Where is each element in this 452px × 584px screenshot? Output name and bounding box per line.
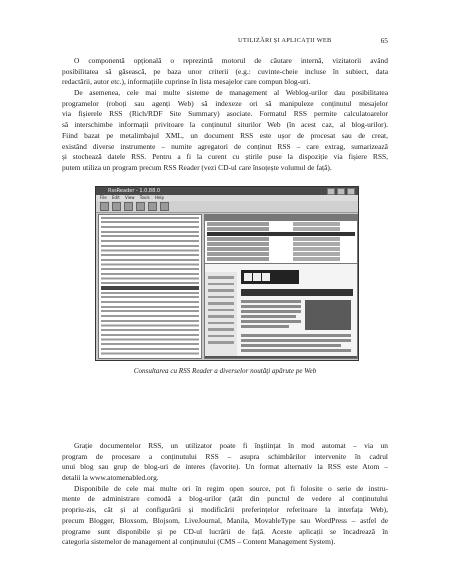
text-line: programe sunt disponibile și pe CD-ul lucrării de față. Aceste aplicații se încadrează în	[62, 526, 388, 536]
toolbar-icon	[148, 202, 157, 211]
menu-view: View	[125, 195, 135, 200]
text-line: programelor (roboți sau agenți Web) să indexeze ori să manipuleze conținutul mesajelor	[62, 98, 388, 108]
web-preview	[205, 263, 357, 359]
window-titlebar	[96, 187, 358, 195]
feed-tree-pane	[98, 214, 202, 359]
menu-file: File	[100, 195, 107, 200]
toolbar-icon	[112, 202, 121, 211]
text-line: De asemenea, cele mai multe sisteme de management al Weblog-urilor dau posibilitatea	[74, 88, 388, 98]
text-line: propriu-zis, cât și al configurării și modificării preferințelor referitoare la interfața Web),	[62, 505, 388, 515]
running-title: UTILIZĂRI ȘI APLICAȚII WEB	[238, 37, 332, 44]
text-line: Disponibile de cele mai multe ori în regim open source, pot fi folosite o serie de instru-	[74, 483, 388, 493]
window-title: RssReader - 1.0.88.0	[108, 188, 161, 194]
text-line: unui blog sau grup de blog-uri de interes (favorite). Un format alternativ la RSS este Atom –	[62, 462, 388, 472]
running-header	[62, 37, 388, 49]
text-line: Grație documentelor RSS, un utilizator poate fi înștiințat în mod automat – via un	[74, 441, 388, 450]
text-line: mente de administrare comodă a blog-urilor (atât din punctul de vedere al conținutului	[62, 494, 388, 504]
text-line: program de procesare a conținutului RSS – asupra schimbărilor intervenite în cadrul	[62, 451, 388, 461]
toolbar-icon	[100, 202, 109, 211]
text-line: precum Blogger, Bloxsom, Blojsom, LiveJournal, Manila, MovableType sau WordPress – astfel de	[62, 515, 388, 525]
menu-edit: Edit	[111, 195, 120, 200]
news-tab-strip	[205, 215, 357, 221]
text-line: redactării, autor etc.), informațiile cuprinse în lista mesajelor care compun blog-uri.	[62, 77, 311, 87]
text-line: existând diverse instrumente – numite agregatori de conținut RSS – care extrag, sumarizează	[62, 141, 388, 151]
site-logo	[241, 270, 299, 284]
text-line: via fișierele RSS (Rich/RDF Site Summary) asociate. Formatul RSS permite calculatoarelor	[62, 109, 388, 119]
toolbar-icon	[160, 202, 169, 211]
toolbar-icon	[136, 202, 145, 211]
text-line: detalii la www.atomenabled.org.	[62, 473, 159, 483]
text-line: categoria sistemelor de management al conținutului (CMS – Content Management System).	[62, 537, 336, 547]
toolbar	[96, 201, 358, 213]
menu-tools: Tools	[139, 195, 150, 200]
toolbar-icon	[124, 202, 133, 211]
text-line: O componentă opțională o reprezintă motorul de căutare internă, vizitatorii având	[74, 56, 388, 65]
window-controls	[327, 188, 355, 195]
figure-caption: Consultarea cu RSS Reader a diverselor noutăți apărute pe Web	[133, 367, 317, 375]
text-line: Fiind bazat pe metalimbajul XML, un document RSS este ușor de procesat sau de creat,	[62, 130, 388, 140]
site-headline-bar	[241, 289, 353, 296]
page-number: 65	[380, 36, 388, 45]
body-text-top	[62, 56, 388, 174]
body-text-bottom	[62, 441, 388, 548]
text-line: să interschimbe informații privitoare la conținutul siturilor Web (în acest caz, al blog-urilor).	[62, 120, 388, 130]
news-pane	[204, 214, 358, 359]
site-image	[305, 300, 351, 330]
menu-help: Help	[154, 195, 165, 200]
text-line: posibilitatea să găsească, pe baza unor criterii (e.g.: cuvinte-cheie incluse în subiect, data	[62, 66, 388, 76]
text-line: putem utiliza un program precum RSS Reader (vezi CD-ul care însoțește volumul de față).	[62, 162, 332, 172]
rss-reader-screenshot	[95, 186, 359, 361]
text-line: și stochează datele RSS. Pentru a fi la curent cu știrile puse la dispoziție via fișiere RSS,	[62, 152, 388, 162]
